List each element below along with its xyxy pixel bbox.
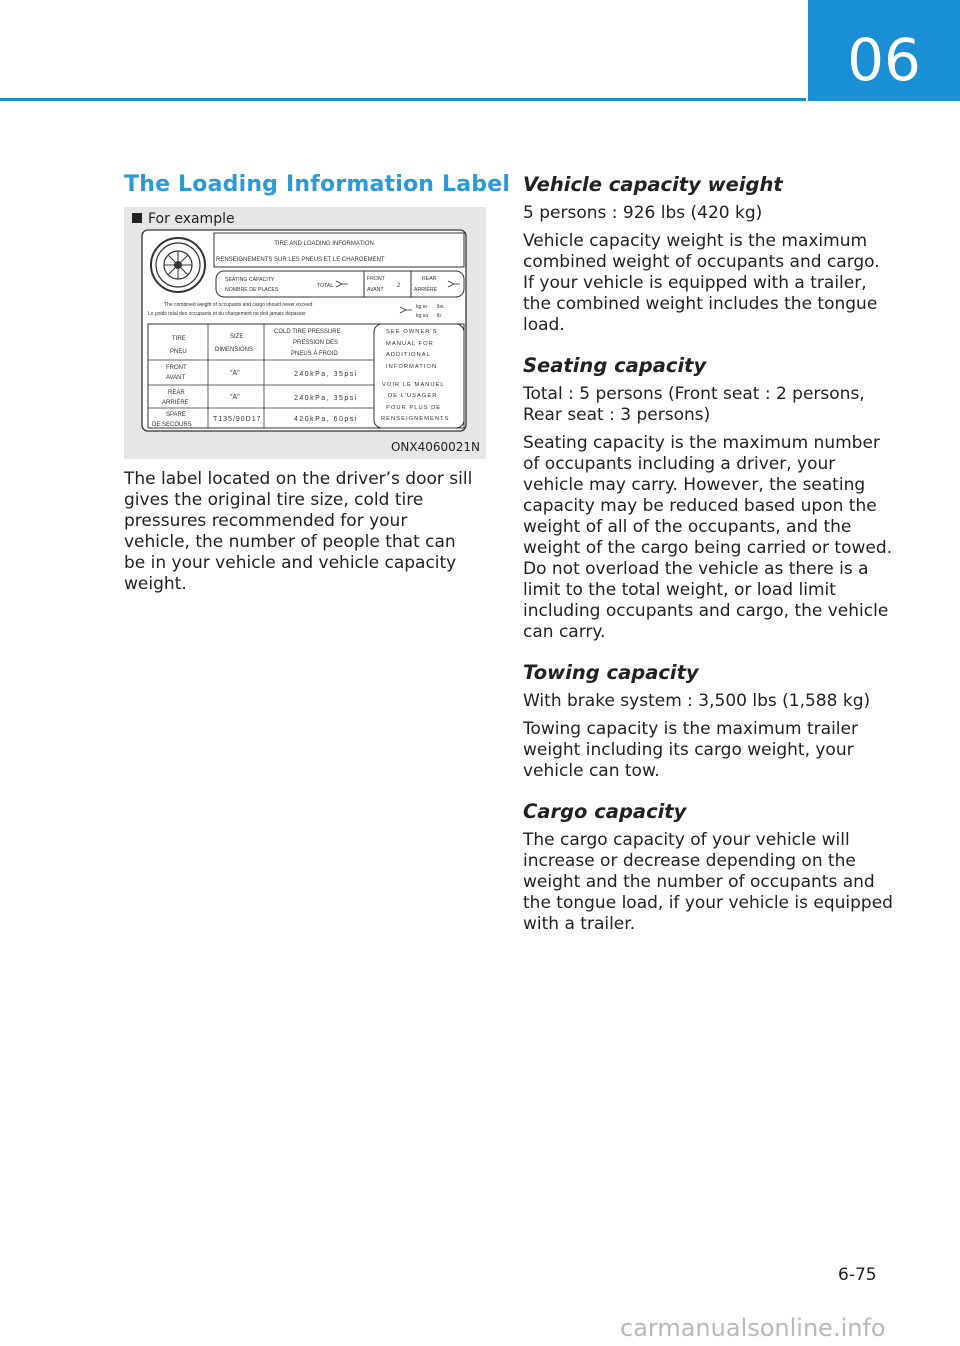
rear-label: REAR: [422, 276, 437, 282]
towing-capacity-section: [523, 661, 893, 782]
dimensions-header: DIMENSIONS: [215, 347, 254, 353]
right-column: [523, 173, 893, 953]
page-number: 6-75: [838, 1265, 877, 1285]
section-paragraph: Seating capacity is the maximum number of occupants including a driver, your vehicle may carry. However, the seating capacity may be reduced based upon the weight of all of the occupants, and the weight of the cargo being carried or towed. Do not overload the vehicle as there is a limit to the total weight, or load limit including occupants and cargo, the vehicle can carry.: [523, 433, 893, 642]
figure-caption: [132, 211, 235, 227]
see-owner-line-2: MANUAL FOR: [386, 341, 434, 347]
combined-weight-en: The combined weight of occupants and cargo should never exceed: [164, 302, 313, 308]
figure-caption-text: For example: [148, 211, 235, 227]
cold-pressure-header: COLD TIRE PRESSURE: [274, 329, 341, 335]
kg-ou-label: kg ou: [416, 313, 429, 319]
label-description: The label located on the driver’s door sill gives the original tire size, cold tire pressures recommended for your vehicle, the number of people that can be in your vehicle and vehicle capacity weight.: [124, 469, 473, 594]
watermark: carmanualsonline.info: [620, 1314, 886, 1342]
row-spare-name-fr: DE SECOURS: [152, 422, 192, 428]
voir-line-1: VOIR LE MANUEL: [382, 382, 445, 388]
tire-loading-label-illustration: [124, 207, 486, 459]
row-front-size: "A": [230, 370, 240, 377]
pression-header: PRESSION DES: [293, 340, 339, 346]
voir-line-2: DE L'USAGER: [388, 393, 438, 399]
row-front-name: FRONT: [166, 365, 187, 371]
section-heading: Cargo capacity: [523, 800, 687, 823]
see-owner-line-3: ADDITIONAL: [386, 352, 431, 358]
lbs-label: lbs.: [437, 304, 445, 310]
combined-weight-fr: Le poids total des occupants et du chargement ne doit jamais dépasser: [148, 311, 306, 317]
row-rear-size: "A": [230, 394, 240, 401]
see-owner-line-4: INFORMATION: [386, 364, 438, 370]
row-rear-name: REAR: [168, 390, 185, 396]
size-header: SIZE: [230, 334, 244, 340]
header-rule: [0, 98, 806, 101]
section-paragraph: Total : 5 persons (Front seat : 2 persons, Rear seat : 3 persons): [523, 384, 865, 425]
label-title: TIRE AND LOADING INFORMATION: [274, 241, 374, 247]
row-spare-pressure: 420kPa, 60psi: [294, 416, 358, 423]
cargo-capacity-section: [523, 800, 893, 935]
chapter-tab: 06: [808, 0, 960, 101]
row-rear-pressure: 240kPa, 35psi: [294, 395, 358, 402]
section-paragraph: The cargo capacity of your vehicle will increase or decrease depending on the weight and the number of occupants and the tongue load, if your vehicle is equipped with a trailer.: [523, 830, 893, 934]
seating-capacity-label: SEATING CAPACITY: [225, 277, 275, 283]
tire-header: TIRE: [172, 336, 186, 342]
total-label: TOTAL: [317, 283, 334, 289]
row-rear-name-fr: ARRIÈRE: [162, 400, 189, 406]
section-heading: Seating capacity: [523, 354, 707, 377]
section-title: The Loading Information Label: [124, 172, 511, 197]
loading-label-figure: [124, 207, 486, 459]
vehicle-capacity-weight-section: [523, 173, 893, 336]
lb-label: lb: [437, 313, 441, 319]
front-label-fr: AVANT: [367, 287, 384, 293]
voir-line-4: RENSEIGNEMENTS: [381, 416, 450, 422]
label-title-fr: RENSEIGNEMENTS SUR LES PNEUS ET LE CHARGEMENT: [216, 257, 385, 263]
front-label: FRONT: [367, 276, 385, 282]
section-heading: Towing capacity: [523, 661, 699, 684]
square-bullet-icon: [132, 213, 142, 223]
section-paragraph: Towing capacity is the maximum trailer weight including its cargo weight, your vehicle can tow.: [523, 719, 858, 781]
tire-icon: [151, 238, 205, 292]
row-spare-name: SPARE: [166, 412, 186, 418]
row-front-name-fr: AVANT: [166, 375, 186, 381]
kg-or-label: kg or: [416, 304, 428, 310]
section-paragraph: With brake system : 3,500 lbs (1,588 kg): [523, 691, 871, 711]
voir-line-3: POUR PLUS DE: [386, 405, 442, 411]
seating-capacity-label-fr: NOMBRE DE PLACES: [225, 287, 279, 293]
row-spare-size: T135/90D17: [213, 416, 262, 423]
section-paragraph: Vehicle capacity weight is the maximum combined weight of occupants and cargo. If your vehicle is equipped with a trailer, the combined weight includes the tongue load.: [523, 231, 880, 335]
section-heading: Vehicle capacity weight: [523, 173, 783, 196]
figure-code: ONX4060021N: [390, 440, 480, 454]
pneu-header: PNEU: [170, 349, 187, 355]
see-owner-line-1: SEE OWNER'S: [386, 329, 438, 335]
front-seats-value: 2: [397, 283, 401, 289]
rear-label-fr: ARRIÈRE: [414, 287, 438, 293]
seating-capacity-section: [523, 354, 893, 643]
section-paragraph: 5 persons : 926 lbs (420 kg): [523, 203, 763, 223]
row-front-pressure: 240kPa, 35psi: [294, 371, 358, 378]
pneus-froid-header: PNEUS À FROID: [291, 351, 338, 357]
